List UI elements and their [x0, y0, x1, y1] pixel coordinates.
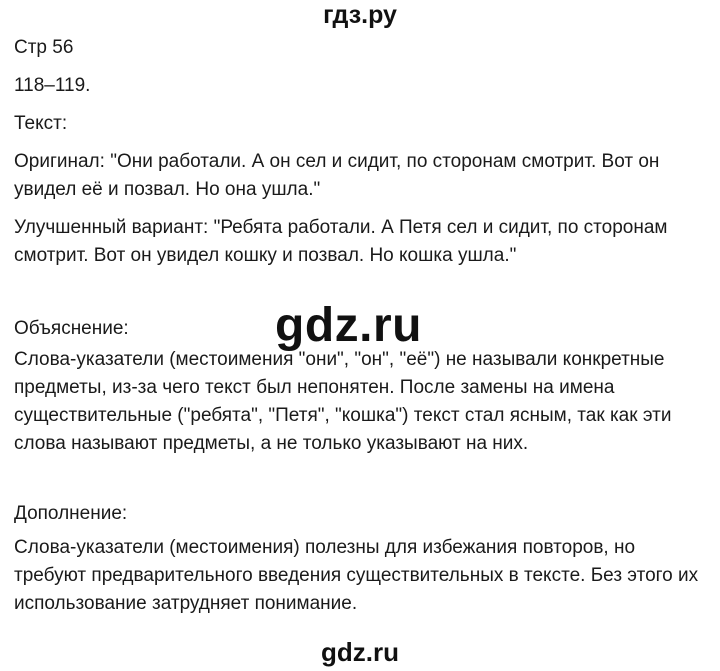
watermark-logo: gdz.ru [275, 299, 422, 352]
addition-text [14, 534, 714, 618]
original-line: увидел её и позвал. Но она ушла." [14, 179, 321, 200]
original-text [14, 148, 714, 204]
addition-line: использование затрудняет понимание. [14, 593, 358, 614]
task-number: 118–119. [14, 75, 91, 96]
addition-label: Дополнение: [14, 503, 128, 524]
text-label: Текст: [14, 113, 68, 134]
explanation-line: существительные ("ребята", "Петя", "кошка") текст стал ясным, так как эти [14, 405, 672, 426]
page-reference: Стр 56 [14, 37, 74, 58]
improved-line: смотрит. Вот он увидел кошку и позвал. Но кошка ушла." [14, 245, 517, 266]
addition-line: требуют предварительного введения существительных в тексте. Без этого их [14, 565, 699, 586]
footer-site-logo: gdz.ru [321, 637, 399, 667]
explanation-line: Слова-указатели (местоимения "они", "он", "её") не называли конкретные [14, 349, 665, 370]
improved-text [14, 214, 714, 270]
original-line: Оригинал: "Они работали. А он сел и сидит, по сторонам смотрит. Вот он [14, 151, 660, 172]
addition-line: Слова-указатели (местоимения) полезны для избежания повторов, но [14, 537, 636, 558]
header-site-logo: гдз.ру [323, 1, 397, 29]
explanation-line: предметы, из-за чего текст был непонятен. После замены на имена [14, 377, 615, 398]
explanation-text [14, 346, 714, 458]
explanation-line: слова называют предметы, а не только указывают на них. [14, 433, 529, 454]
improved-line: Улучшенный вариант: "Ребята работали. А Петя сел и сидит, по сторонам [14, 217, 668, 238]
explanation-label: Объяснение: [14, 318, 129, 339]
